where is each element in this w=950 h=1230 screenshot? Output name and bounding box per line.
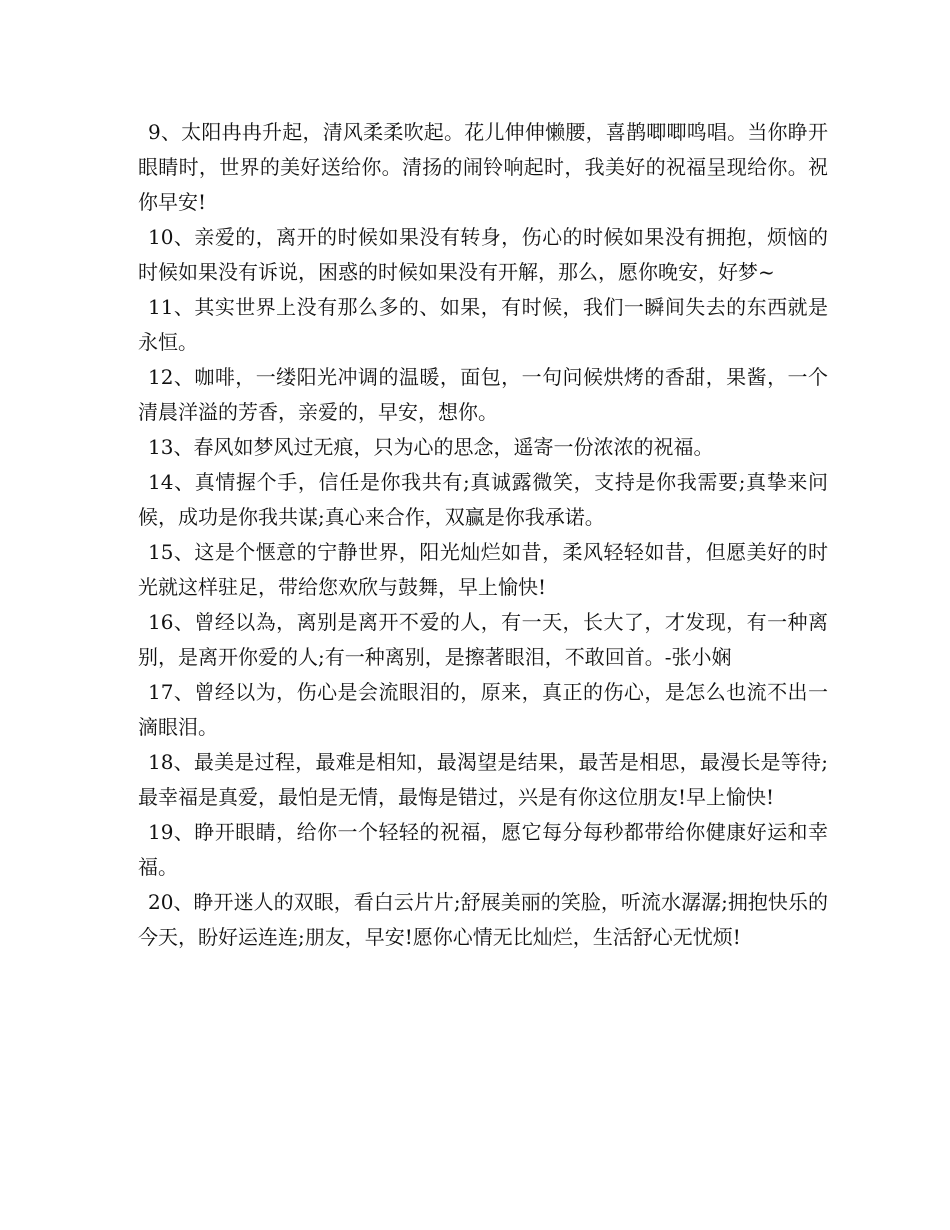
paragraph-11: 11、其实世界上没有那么多的、如果，有时候，我们一瞬间失去的东西就是永恒。 — [138, 295, 828, 354]
paragraph-18: 18、最美是过程，最难是相知，最渴望是结果，最苦是相思，最漫长是等待;最幸福是真爱，最怕是无情，最悔是错过，兴是有你这位朋友!早上愉快! — [138, 750, 828, 809]
paragraph-20: 20、睁开迷人的双眼，看白云片片;舒展美丽的笑脸，听流水潺潺;拥抱快乐的今天，盼好运连连;朋友，早安!愿你心情无比灿烂，生活舒心无忧烦! — [138, 890, 828, 949]
paragraph-10: 10、亲爱的，离开的时候如果没有转身，伤心的时候如果没有拥抱，烦恼的时候如果没有诉说，困惑的时候如果没有开解，那么，愿你晚安，好梦~ — [138, 225, 828, 284]
document-body — [138, 115, 828, 955]
paragraph-13: 13、春风如梦风过无痕，只为心的思念，遥寄一份浓浓的祝福。 — [148, 435, 714, 459]
paragraph-9: 9、太阳冉冉升起，清风柔柔吹起。花儿伸伸懒腰，喜鹊唧唧鸣唱。当你睁开眼睛时，世界的美好送给你。清扬的闹铃响起时，我美好的祝福呈现给你。祝你早安! — [138, 120, 828, 214]
paragraph-17: 17、曾经以为，伤心是会流眼泪的，原来，真正的伤心，是怎么也流不出一滴眼泪。 — [138, 680, 828, 739]
paragraph-16: 16、曾经以為，离别是离开不爱的人，有一天，长大了，才发现，有一种离别，是离开你爱的人;有一种离别，是擦著眼泪，不敢回首。-张小娴 — [138, 610, 828, 669]
paragraph-12: 12、咖啡，一缕阳光冲调的温暖，面包，一句问候烘烤的香甜，果酱，一个清晨洋溢的芳香，亲爱的，早安，想你。 — [138, 365, 828, 424]
paragraph-15: 15、这是个惬意的宁静世界，阳光灿烂如昔，柔风轻轻如昔，但愿美好的时光就这样驻足，带给您欢欣与鼓舞，早上愉快! — [138, 540, 828, 599]
paragraph-19: 19、睁开眼睛，给你一个轻轻的祝福，愿它每分每秒都带给你健康好运和幸福。 — [138, 820, 828, 879]
paragraph-14: 14、真情握个手，信任是你我共有;真诚露微笑，支持是你我需要;真挚来问候，成功是你我共谋;真心来合作，双赢是你我承诺。 — [138, 470, 828, 529]
